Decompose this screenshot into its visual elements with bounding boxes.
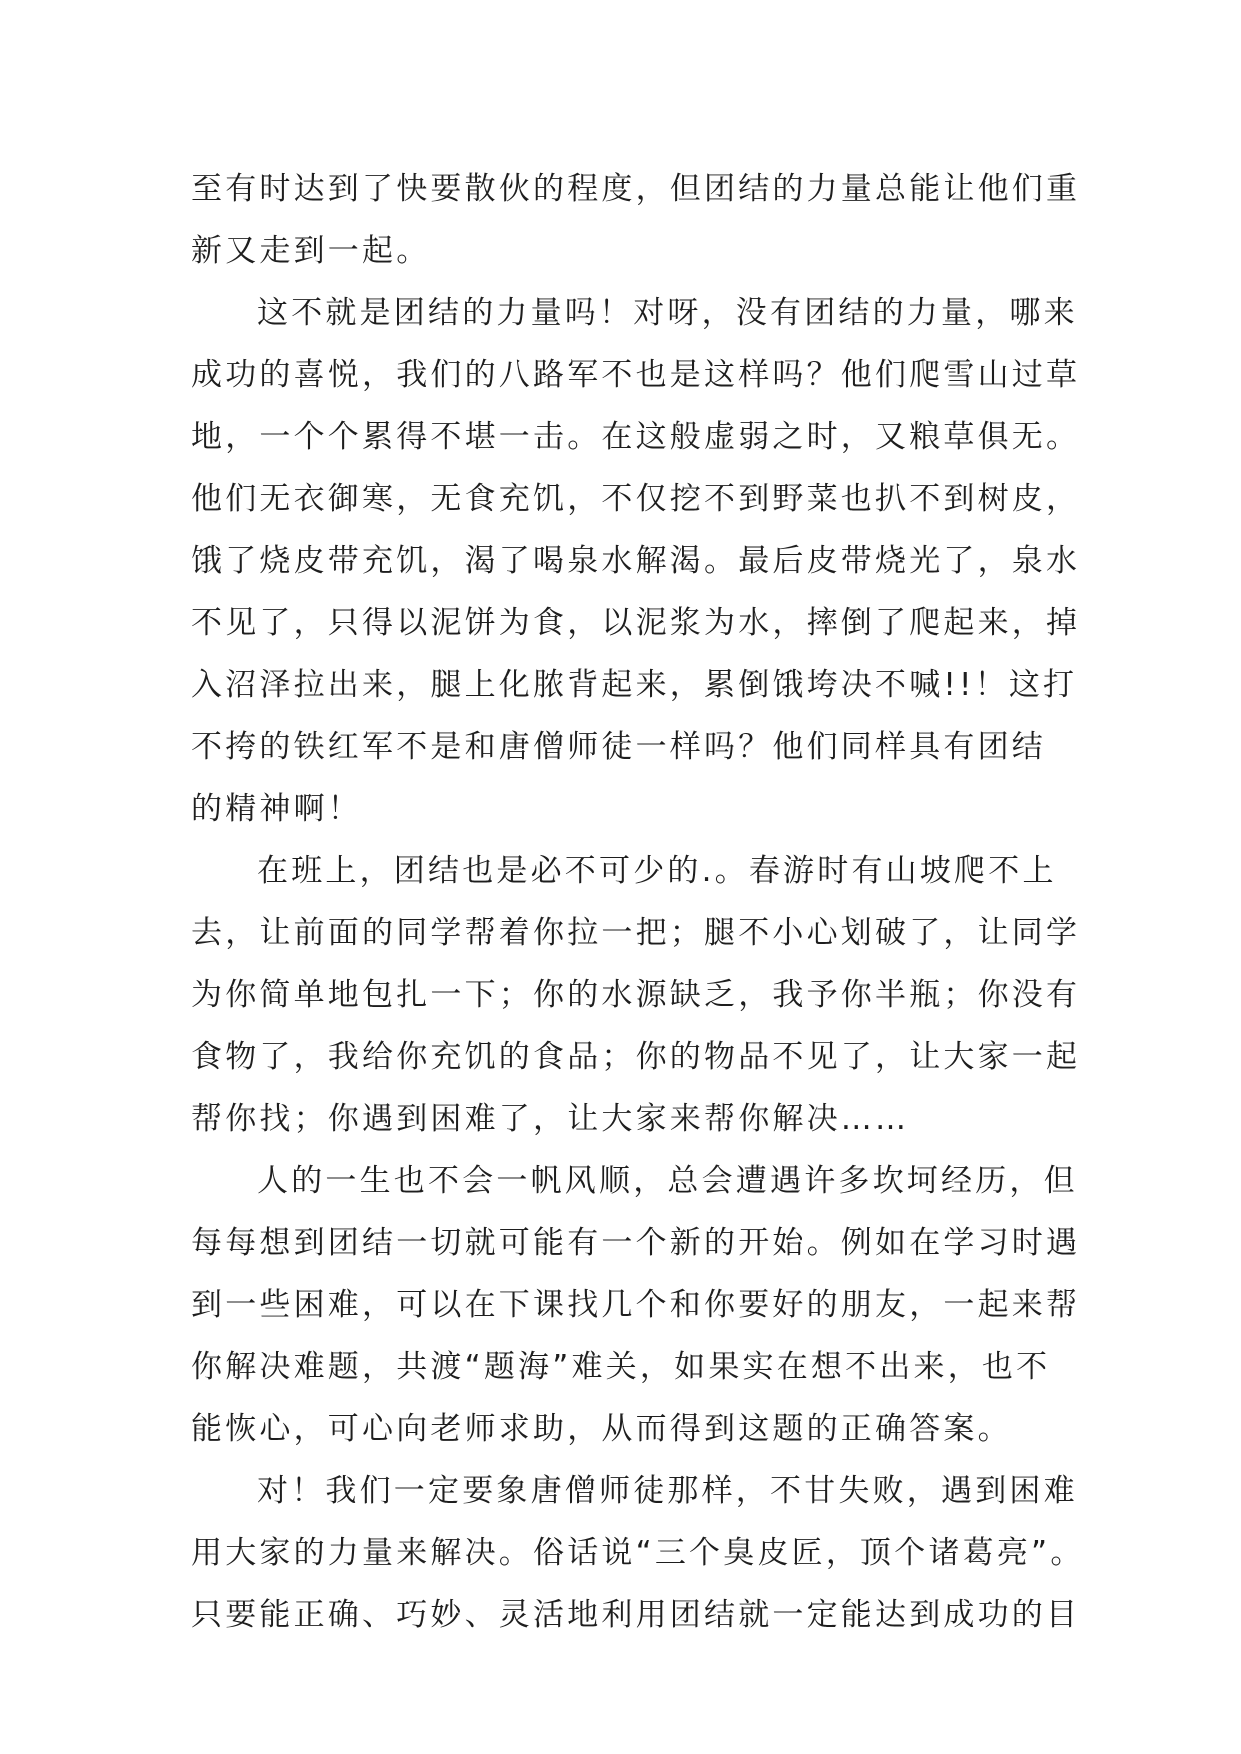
text-line-6: 他们无衣御寒，无食充饥，不仅挖不到野菜也扒不到树皮，	[191, 481, 1081, 517]
text-line-10: 不挎的铁红军不是和唐僧师徒一样吗？他们同样具有团结	[191, 729, 1046, 765]
text-line-23: 用大家的力量来解决。俗话说“三个臭皮匠，顶个诸葛亮”。	[191, 1535, 1085, 1571]
text-line-24: 只要能正确、巧妙、灵活地利用团结就一定能达到成功的目	[191, 1597, 1081, 1633]
text-line-12: 在班上，团结也是必不可少的.。春游时有山坡爬不上	[257, 853, 1057, 889]
text-line-19: 到一些困难，可以在下课找几个和你要好的朋友，一起来帮	[191, 1287, 1081, 1323]
text-line-13: 去，让前面的同学帮着你拉一把；腿不小心划破了，让同学	[191, 915, 1081, 951]
text-line-21: 能恢心，可心向老师求助，从而得到这题的正确答案。	[191, 1411, 1012, 1447]
text-line-18: 每每想到团结一切就可能有一个新的开始。例如在学习时遇	[191, 1225, 1081, 1261]
text-line-5: 地，一个个累得不堪一击。在这般虚弱之时，又粮草俱无。	[191, 419, 1081, 455]
text-line-15: 食物了，我给你充饥的食品；你的物品不见了，让大家一起	[191, 1039, 1081, 1075]
text-line-9: 入沼泽拉出来，腿上化脓背起来，累倒饿垮决不喊!!！这打	[191, 667, 1078, 703]
text-line-11: 的精神啊！	[191, 791, 362, 827]
text-line-3: 这不就是团结的力量吗！对呀，没有团结的力量，哪来	[257, 295, 1078, 331]
document-body	[191, 158, 1085, 1646]
text-line-14: 为你简单地包扎一下；你的水源缺乏，我予你半瓶；你没有	[191, 977, 1081, 1013]
text-line-20: 你解决难题，共渡“题海”难关，如果实在想不出来，也不	[191, 1349, 1051, 1385]
text-line-22: 对！我们一定要象唐僧师徒那样，不甘失败，遇到困难	[257, 1473, 1078, 1509]
text-line-2: 新又走到一起。	[191, 233, 431, 269]
text-line-1: 至有时达到了快要散伙的程度，但团结的力量总能让他们重	[191, 171, 1081, 207]
text-line-7: 饿了烧皮带充饥，渴了喝泉水解渴。最后皮带烧光了，泉水	[191, 543, 1081, 579]
text-line-4: 成功的喜悦，我们的八路军不也是这样吗？他们爬雪山过草	[191, 357, 1081, 393]
text-line-8: 不见了，只得以泥饼为食，以泥浆为水，摔倒了爬起来，掉	[191, 605, 1081, 641]
text-line-17: 人的一生也不会一帆风顺，总会遭遇许多坎坷经历，但	[257, 1163, 1078, 1199]
text-line-16: 帮你找；你遇到困难了，让大家来帮你解决……	[191, 1101, 910, 1137]
